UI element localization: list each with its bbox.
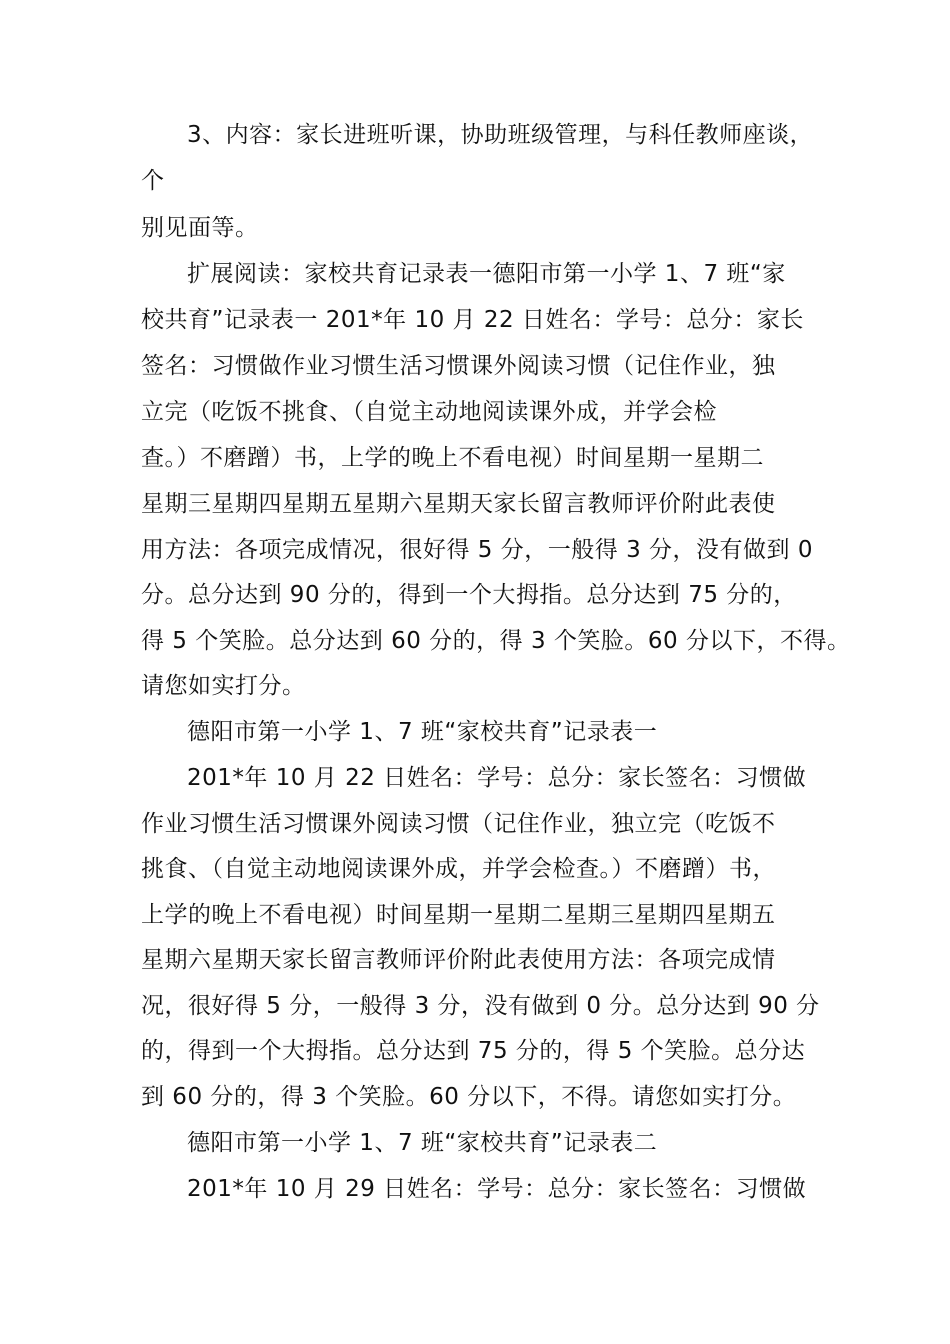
- paragraph-line: 201*年 10 月 29 日姓名：学号：总分：家长签名：习惯做: [187, 1176, 807, 1202]
- paragraph-line: 201*年 10 月 22 日姓名：学号：总分：家长签名：习惯做: [187, 765, 807, 791]
- paragraph-line: 查。）不磨蹭）书，上学的晚上不看电视）时间星期一星期二: [141, 445, 764, 471]
- paragraph-line: 星期三星期四星期五星期六星期天家长留言教师评价附此表使: [141, 491, 776, 517]
- paragraph-line: 别见面等。: [141, 215, 259, 241]
- paragraph-line: 星期六星期天家长留言教师评价附此表使用方法：各项完成情: [141, 947, 776, 973]
- paragraph-line: 校共育”记录表一 201*年 10 月 22 日姓名：学号：总分：家长: [141, 307, 804, 333]
- paragraph-line: 到 60 分的，得 3 个笑脸。60 分以下，不得。请您如实打分。: [141, 1084, 797, 1110]
- paragraph-line: 分。总分达到 90 分的，得到一个大拇指。总分达到 75 分的，: [141, 582, 797, 608]
- section-heading: 德阳市第一小学 1、7 班“家校共育”记录表二: [187, 1130, 658, 1156]
- paragraph-line: 上学的晚上不看电视）时间星期一星期二星期三星期四星期五: [141, 902, 776, 928]
- paragraph-line: 况，很好得 5 分，一般得 3 分，没有做到 0 分。总分达到 90 分: [141, 993, 820, 1019]
- paragraph-line: 个: [141, 168, 165, 194]
- paragraph-line: 用方法：各项完成情况，很好得 5 分，一般得 3 分，没有做到 0: [141, 537, 813, 563]
- paragraph-line: 的，得到一个大拇指。总分达到 75 分的，得 5 个笑脸。总分达: [141, 1038, 806, 1064]
- paragraph-line: 3、内容：家长进班听课，协助班级管理，与科任教师座谈，: [187, 122, 814, 148]
- paragraph-line: 签名：习惯做作业习惯生活习惯课外阅读习惯（记住作业，独: [141, 353, 776, 379]
- paragraph-line: 作业习惯生活习惯课外阅读习惯（记住作业，独立完（吃饭不: [141, 811, 776, 837]
- paragraph-line: 请您如实打分。: [141, 673, 306, 699]
- section-heading: 德阳市第一小学 1、7 班“家校共育”记录表一: [187, 719, 658, 745]
- paragraph-line: 挑食、（自觉主动地阅读课外成，并学会检查。）不磨蹭）书，: [141, 856, 776, 882]
- paragraph-line: 立完（吃饭不挑食、（自觉主动地阅读课外成，并学会检: [141, 399, 717, 425]
- paragraph-line: 得 5 个笑脸。总分达到 60 分的，得 3 个笑脸。60 分以下，不得。: [141, 628, 851, 654]
- paragraph-line: 扩展阅读：家校共育记录表一德阳市第一小学 1、7 班“家: [187, 261, 786, 287]
